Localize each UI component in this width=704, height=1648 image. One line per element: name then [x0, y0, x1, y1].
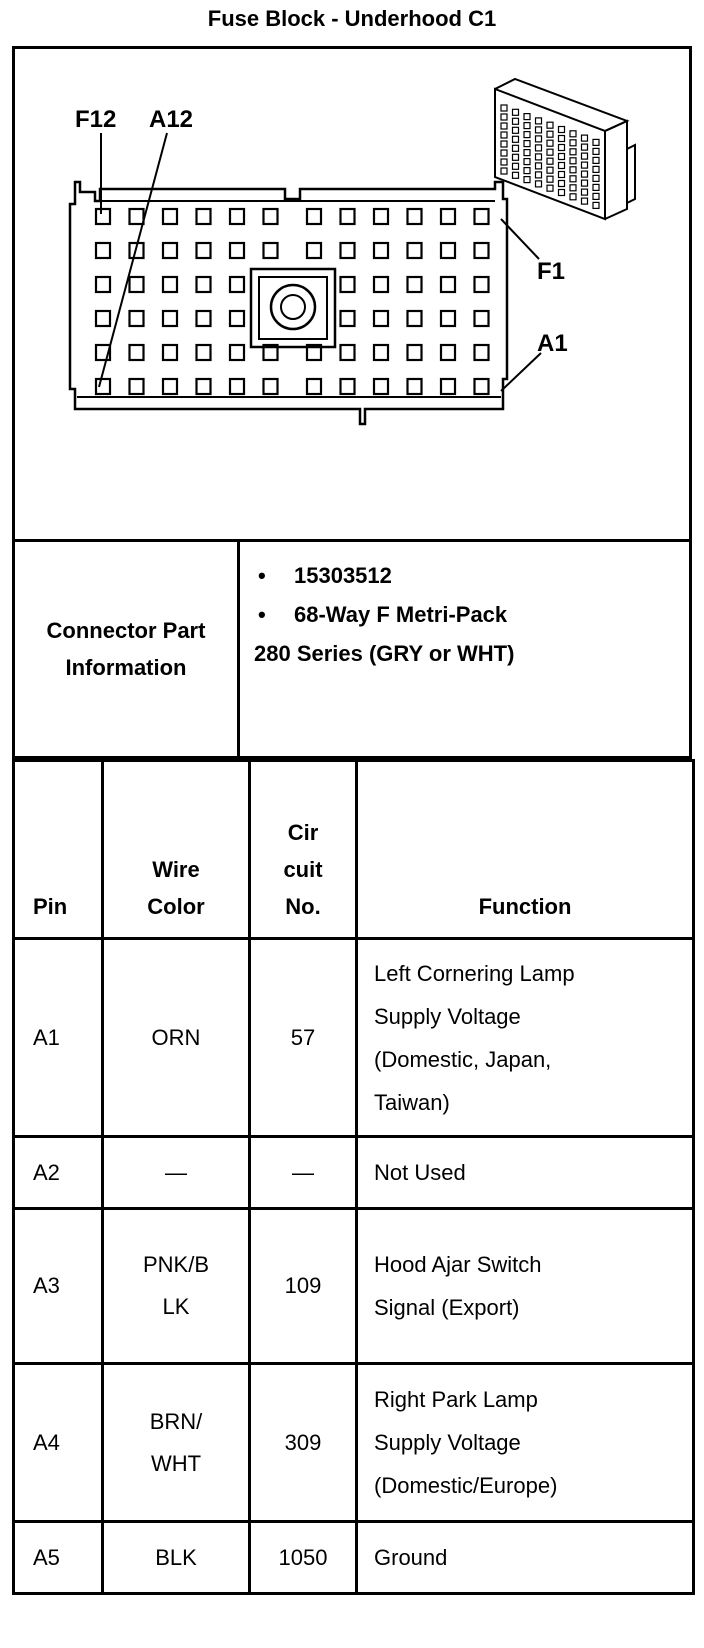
- thumbnail-cavity: [501, 132, 507, 138]
- terminal-cavity: [163, 311, 177, 326]
- terminal-cavity: [307, 243, 321, 258]
- table-row: [14, 939, 694, 1137]
- terminal-cavity: [374, 345, 388, 360]
- terminal-cavity: [197, 243, 211, 258]
- thumbnail-cavity: [582, 171, 588, 177]
- thumbnail-cavity: [501, 105, 507, 111]
- terminal-cavity: [341, 311, 355, 326]
- thumbnail-cavity: [559, 181, 565, 187]
- terminal-cavity: [475, 209, 489, 224]
- thumbnail-cavity: [547, 131, 553, 137]
- thumbnail-cavity: [547, 185, 553, 191]
- thumbnail-cavity: [513, 127, 519, 133]
- thumbnail-cavity: [547, 176, 553, 182]
- terminal-cavity: [374, 379, 388, 394]
- terminal-cavity: [264, 243, 278, 258]
- thumbnail-cavity: [513, 109, 519, 115]
- thumbnail-cavity: [524, 123, 530, 129]
- thumbnail-cavity: [570, 140, 576, 146]
- terminal-cavity: [130, 277, 144, 292]
- terminal-cavity: [408, 379, 422, 394]
- connector-document: [12, 46, 704, 1648]
- table-row: [14, 1522, 694, 1594]
- connector-part-info-label: Connector Part Information: [14, 541, 239, 758]
- thumbnail-cavity: [559, 136, 565, 142]
- thumbnail-cavity: [547, 140, 553, 146]
- terminal-cavity: [130, 345, 144, 360]
- thumbnail-cavity: [570, 194, 576, 200]
- thumbnail-cavity: [547, 149, 553, 155]
- circuit-cell: 109: [250, 1209, 357, 1364]
- thumbnail-cavity: [501, 114, 507, 120]
- thumbnail-cavity: [536, 145, 542, 151]
- thumbnail-cavity: [513, 163, 519, 169]
- terminal-cavity: [230, 345, 244, 360]
- terminal-cavity: [441, 209, 455, 224]
- terminal-cavity: [441, 311, 455, 326]
- terminal-grid: [96, 209, 489, 394]
- thumbnail-cavity: [570, 131, 576, 137]
- terminal-cavity: [441, 345, 455, 360]
- thumbnail-cavity: [593, 139, 599, 145]
- terminal-cavity: [341, 379, 355, 394]
- terminal-cavity: [230, 311, 244, 326]
- label-f1: F1: [537, 258, 566, 285]
- page-title: Fuse Block - Underhood C1: [207, 6, 497, 31]
- thumbnail-cavity: [501, 123, 507, 129]
- terminal-cavity: [130, 311, 144, 326]
- thumbnail-cavity: [582, 162, 588, 168]
- thumbnail-cavity: [536, 136, 542, 142]
- wire-color-cell: BLK: [103, 1522, 250, 1594]
- thumbnail-cavity: [524, 168, 530, 174]
- center-latch: [251, 269, 335, 347]
- terminal-cavity: [197, 209, 211, 224]
- terminal-cavity: [96, 311, 110, 326]
- thumbnail-cavity: [582, 198, 588, 204]
- label-a1: A1: [537, 330, 568, 357]
- pin-cell: A5: [14, 1522, 103, 1594]
- thumbnail-cavity: [513, 154, 519, 160]
- connector-series: 280 Series (GRY or WHT): [254, 641, 515, 666]
- terminal-cavity: [264, 209, 278, 224]
- function-cell: Ground: [357, 1522, 694, 1594]
- terminal-cavity: [163, 379, 177, 394]
- terminal-cavity: [475, 311, 489, 326]
- wire-color-cell: PNK/B LK: [103, 1209, 250, 1364]
- terminal-cavity: [307, 379, 321, 394]
- circuit-cell: 309: [250, 1364, 357, 1522]
- thumbnail-cavity: [536, 154, 542, 160]
- circuit-cell: 1050: [250, 1522, 357, 1594]
- thumbnail-cavity: [593, 148, 599, 154]
- terminal-cavity: [341, 243, 355, 258]
- thumbnail-cavity: [593, 166, 599, 172]
- circuit-cell: —: [250, 1137, 357, 1209]
- label-f12: F12: [75, 106, 117, 133]
- thumbnail-cavity: [559, 145, 565, 151]
- terminal-cavity: [374, 243, 388, 258]
- thumbnail-cavity: [524, 150, 530, 156]
- terminal-cavity: [475, 277, 489, 292]
- connector-diagram-panel: [12, 46, 692, 542]
- connector-description: 68-Way F Metri-Pack: [294, 602, 508, 627]
- terminal-cavity: [163, 345, 177, 360]
- terminal-cavity: [163, 243, 177, 258]
- terminal-cavity: [96, 243, 110, 258]
- terminal-cavity: [441, 243, 455, 258]
- function-cell: Left Cornering Lamp Supply Voltage (Domestic, Japan, Taiwan): [357, 939, 694, 1137]
- terminal-cavity: [374, 311, 388, 326]
- terminal-cavity: [475, 243, 489, 258]
- thumbnail-cavity: [524, 159, 530, 165]
- terminal-cavity: [441, 277, 455, 292]
- terminal-cavity: [441, 379, 455, 394]
- connector-face-diagram: [15, 49, 689, 539]
- thumbnail-cavity: [547, 158, 553, 164]
- thumbnail-cavity: [570, 185, 576, 191]
- terminal-cavity: [408, 209, 422, 224]
- terminal-cavity: [130, 379, 144, 394]
- thumbnail-cavity: [559, 163, 565, 169]
- terminal-cavity: [197, 311, 211, 326]
- wire-color-cell: —: [103, 1137, 250, 1209]
- thumbnail-cavity: [513, 136, 519, 142]
- pin-table: [12, 759, 695, 1595]
- terminal-cavity: [408, 277, 422, 292]
- thumbnail-cavity: [524, 114, 530, 120]
- terminal-cavity: [163, 277, 177, 292]
- thumbnail-cavity: [559, 172, 565, 178]
- thumbnail-cavity: [582, 189, 588, 195]
- function-cell: Right Park Lamp Supply Voltage (Domestic/Europe): [357, 1364, 694, 1522]
- thumbnail-cavity: [513, 172, 519, 178]
- thumbnail-cavity: [547, 167, 553, 173]
- terminal-cavity: [341, 277, 355, 292]
- thumbnail-cavity: [559, 127, 565, 133]
- thumbnail-cavity: [570, 158, 576, 164]
- thumbnail-cavity: [536, 118, 542, 124]
- connector-part-info-value: • 15303512 • 68-Way F Metri-Pack 280 Series (GRY or WHT): [239, 541, 691, 758]
- terminal-cavity: [475, 379, 489, 394]
- connector-part-info-table: [12, 539, 692, 759]
- thumbnail-cavity: [501, 150, 507, 156]
- thumbnail-cavity: [513, 118, 519, 124]
- terminal-cavity: [475, 345, 489, 360]
- thumbnail-cavity: [536, 163, 542, 169]
- table-row: [14, 1137, 694, 1209]
- thumbnail-cavity: [570, 176, 576, 182]
- wire-color-cell: ORN: [103, 939, 250, 1137]
- circuit-cell: 57: [250, 939, 357, 1137]
- header-pin: Pin: [14, 761, 103, 939]
- thumbnail-cavity: [559, 190, 565, 196]
- thumbnail-cavity: [593, 184, 599, 190]
- terminal-cavity: [163, 209, 177, 224]
- thumbnail-cavity: [593, 202, 599, 208]
- thumbnail-cavity: [593, 175, 599, 181]
- terminal-cavity: [130, 209, 144, 224]
- thumbnail-cavity: [570, 167, 576, 173]
- terminal-cavity: [341, 209, 355, 224]
- table-row: [14, 1364, 694, 1522]
- terminal-cavity: [197, 345, 211, 360]
- pin-cell: A1: [14, 939, 103, 1137]
- thumbnail-cavity: [524, 132, 530, 138]
- pin-cell: A2: [14, 1137, 103, 1209]
- header-function: Function: [357, 761, 694, 939]
- pin-cell: A3: [14, 1209, 103, 1364]
- terminal-cavity: [197, 277, 211, 292]
- connector-3d-thumbnail: [495, 79, 635, 219]
- label-a12: A12: [149, 106, 194, 133]
- terminal-cavity: [96, 277, 110, 292]
- thumbnail-cavity: [536, 172, 542, 178]
- thumbnail-cavity: [501, 159, 507, 165]
- part-number: 15303512: [294, 563, 392, 588]
- header-circuit-no: Cir cuit No.: [250, 761, 357, 939]
- terminal-cavity: [408, 311, 422, 326]
- function-cell: Hood Ajar Switch Signal (Export): [357, 1209, 694, 1364]
- terminal-cavity: [264, 379, 278, 394]
- wire-color-cell: BRN/ WHT: [103, 1364, 250, 1522]
- terminal-cavity: [230, 243, 244, 258]
- thumbnail-cavity: [582, 153, 588, 159]
- pin-cell: A4: [14, 1364, 103, 1522]
- thumbnail-cavity: [582, 144, 588, 150]
- thumbnail-cavity: [536, 127, 542, 133]
- thumbnail-cavity: [582, 180, 588, 186]
- thumbnail-cavity: [501, 141, 507, 147]
- thumbnail-cavity: [536, 181, 542, 187]
- thumbnail-cavity: [547, 122, 553, 128]
- function-cell: Not Used: [357, 1137, 694, 1209]
- thumbnail-cavity: [582, 135, 588, 141]
- thumbnail-cavity: [513, 145, 519, 151]
- thumbnail-cavity: [524, 141, 530, 147]
- terminal-cavity: [374, 277, 388, 292]
- thumbnail-cavity: [593, 157, 599, 163]
- terminal-cavity: [197, 379, 211, 394]
- terminal-cavity: [341, 345, 355, 360]
- terminal-cavity: [230, 379, 244, 394]
- thumbnail-cavity: [593, 193, 599, 199]
- terminal-cavity: [374, 209, 388, 224]
- terminal-cavity: [230, 277, 244, 292]
- terminal-cavity: [408, 345, 422, 360]
- table-row: [14, 1209, 694, 1364]
- terminal-cavity: [230, 209, 244, 224]
- terminal-cavity: [307, 209, 321, 224]
- thumbnail-cavity: [524, 177, 530, 183]
- terminal-cavity: [408, 243, 422, 258]
- header-wire-color: Wire Color: [103, 761, 250, 939]
- thumbnail-cavity: [570, 149, 576, 155]
- thumbnail-cavity: [501, 168, 507, 174]
- terminal-cavity: [96, 209, 110, 224]
- thumbnail-cavity: [559, 154, 565, 160]
